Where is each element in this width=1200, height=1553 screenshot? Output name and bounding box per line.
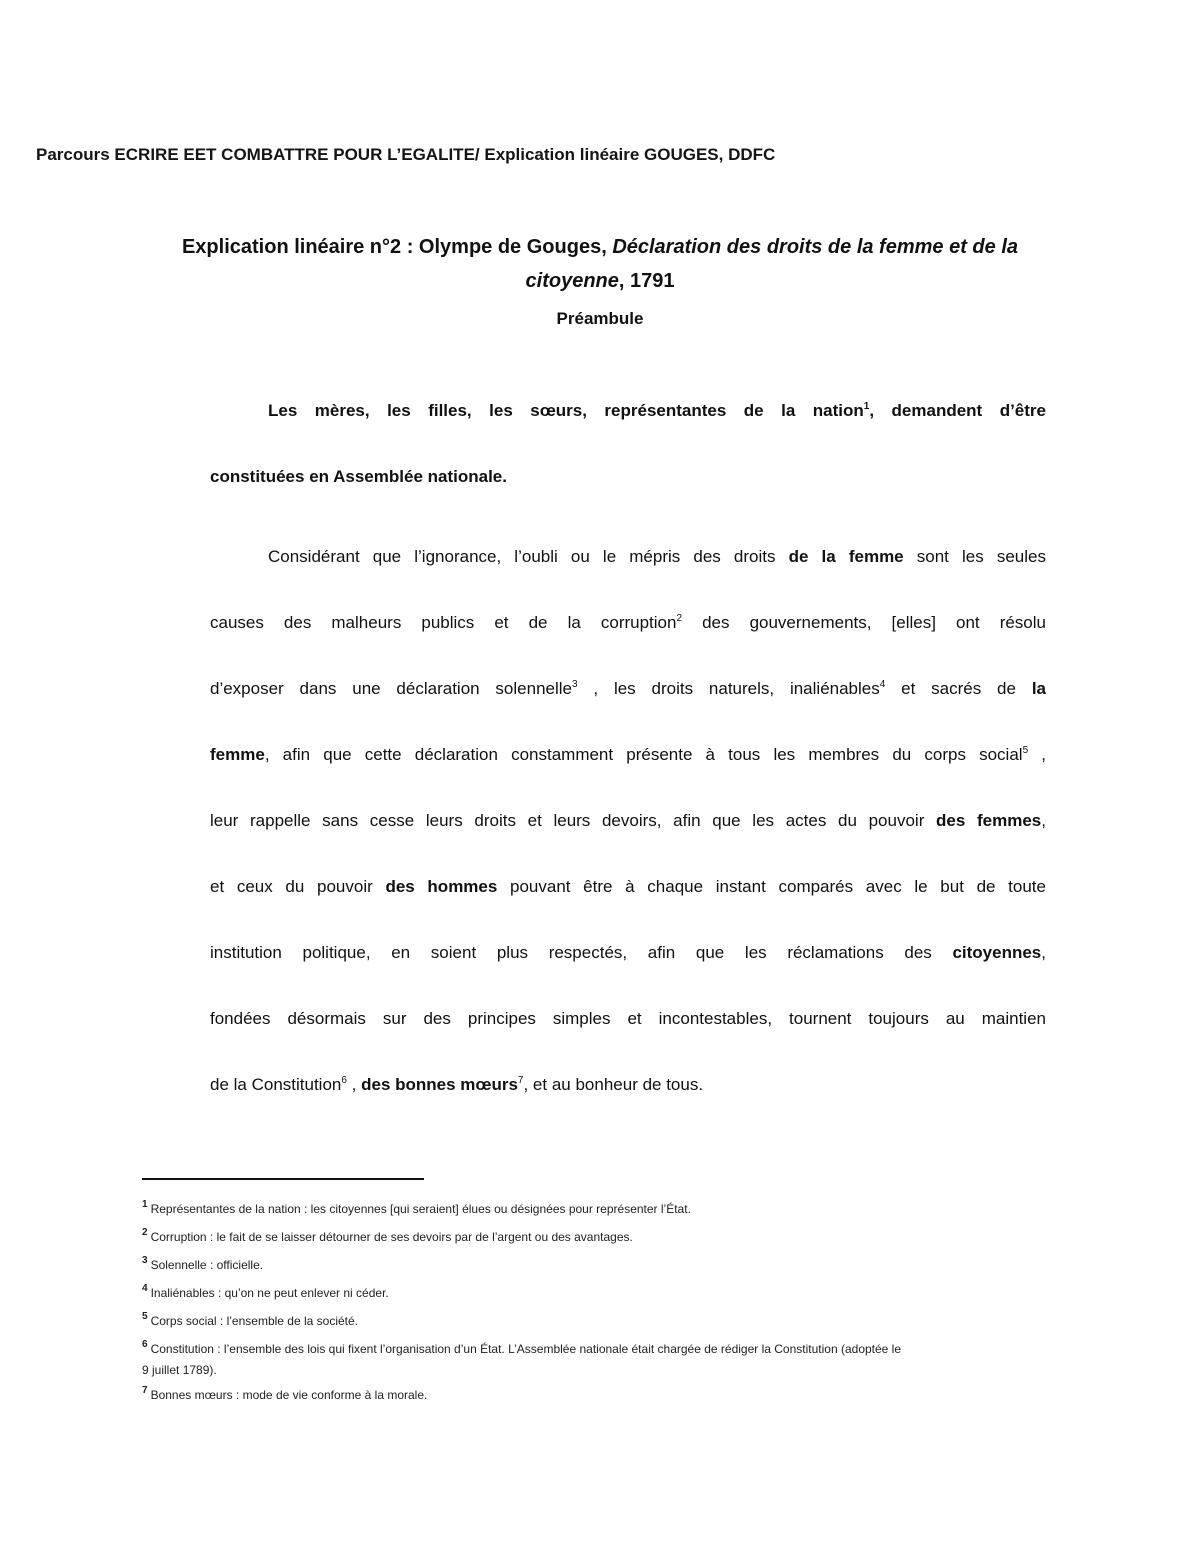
- title-work-part-2: citoyenne: [525, 270, 619, 292]
- footnote-text: Solennelle : officielle.: [150, 1258, 264, 1272]
- footnote-ref-1: 1: [863, 401, 870, 412]
- footnote-5: [142, 1307, 1052, 1335]
- text-span: , demandent d’être: [869, 401, 1046, 420]
- footnote-text: Représentantes de la nation : les citoyennes [qui seraient] élues ou désignées pour représenter l’État.: [150, 1202, 691, 1216]
- footnote-separator: [142, 1178, 424, 1180]
- footnote-ref-6: 6: [341, 1075, 347, 1086]
- text-span: leur rappelle sans cesse leurs droits et leurs devoirs, afin que les actes du pouvoir: [210, 811, 937, 830]
- footnote-2: [142, 1223, 1052, 1251]
- footnote-number: 4: [142, 1283, 148, 1294]
- text-span: , afin que cette déclaration constamment présente à tous les membres du corps social: [264, 745, 1023, 764]
- document-title: [150, 230, 1050, 298]
- footnote-1: [142, 1195, 1052, 1223]
- text-span: pouvant être à chaque instant comparés avec le but de toute: [497, 877, 1046, 896]
- text-span: ,: [1041, 943, 1046, 962]
- text-span: et sacrés de: [885, 679, 1032, 698]
- footnote-4: [142, 1279, 1052, 1307]
- text-span: ,: [1028, 745, 1046, 764]
- text-line: [210, 1071, 1046, 1137]
- footnote-number: 3: [142, 1255, 148, 1266]
- bold-span: des bonnes mœurs: [361, 1075, 518, 1094]
- text-span: ,: [346, 1075, 362, 1094]
- text-line: [210, 807, 1046, 873]
- text-span: sont les seules: [903, 547, 1046, 566]
- text-span: des gouvernements, [elles] ont résolu: [682, 613, 1046, 632]
- title-prefix: Explication linéaire n°2 : Olympe de Gouges,: [181, 236, 613, 258]
- footnote-ref-5: 5: [1022, 745, 1029, 756]
- text-span: et ceux du pouvoir: [210, 877, 386, 896]
- text-span: causes des malheurs publics et de la corruption: [210, 613, 677, 632]
- bold-span: femme: [210, 745, 265, 764]
- text-line: [210, 675, 1046, 741]
- footnote-number: 1: [142, 1199, 148, 1210]
- text-line: [210, 741, 1046, 807]
- footnote-text: Corps social : l’ensemble de la société.: [150, 1314, 358, 1328]
- text-line: [210, 609, 1046, 675]
- text-span: fondées désormais sur des principes simples et incontestables, tournent toujours au maintien: [210, 1009, 1046, 1028]
- document-header: Parcours ECRIRE EET COMBATTRE POUR L’EGALITE/ Explication linéaire GOUGES, DDFC: [36, 145, 776, 164]
- footnote-ref-4: 4: [879, 679, 886, 690]
- bold-span: la: [1031, 679, 1046, 698]
- footnote-text: Inaliénables : qu’on ne peut enlever ni céder.: [150, 1286, 389, 1300]
- text-span: , et au bonheur de tous.: [523, 1075, 704, 1094]
- text-span: Considérant que l’ignorance, l’oubli ou le mépris des droits: [268, 547, 789, 566]
- text-span: de la Constitution: [210, 1075, 342, 1094]
- title-line-2: [150, 264, 1050, 298]
- title-line-1: [150, 230, 1050, 264]
- footnote-text: Constitution : l’ensemble des lois qui fixent l’organisation d’un État. L’Assemblée nationale était chargée de rédiger la Constitution (adoptée le: [150, 1342, 902, 1356]
- text-span: Les mères, les filles, les sœurs, représentantes de la nation: [268, 401, 864, 420]
- paragraph-2: [210, 543, 1046, 1137]
- footnote-ref-2: 2: [676, 613, 683, 624]
- footnote-6-continued: 9 juillet 1789).: [142, 1363, 217, 1377]
- footnote-ref-7: 7: [517, 1075, 524, 1086]
- text-span: ,: [1041, 811, 1046, 830]
- text-line: [210, 1005, 1046, 1071]
- footnote-text: Bonnes mœurs : mode de vie conforme à la morale.: [150, 1388, 428, 1402]
- bold-span: citoyennes: [952, 943, 1042, 962]
- text-span: institution politique, en soient plus respectés, afin que les réclamations des: [210, 943, 953, 962]
- text-line: [210, 397, 1046, 463]
- text-line: [210, 543, 1046, 609]
- text-line: [210, 939, 1046, 1005]
- paragraph-1: [210, 397, 1046, 529]
- footnote-ref-3: 3: [572, 679, 578, 690]
- footnote-number: 5: [142, 1311, 148, 1322]
- footnote-text: Corruption : le fait de se laisser détourner de ses devoirs par de l’argent ou des avantages.: [150, 1230, 633, 1244]
- footnote-3: [142, 1251, 1052, 1279]
- title-year: , 1791: [618, 270, 675, 292]
- text-span: d’exposer dans une déclaration solennelle: [210, 679, 572, 698]
- bold-span: des femmes: [936, 811, 1042, 830]
- text-line: [210, 463, 1046, 529]
- bold-span: de la femme: [788, 547, 904, 566]
- footnote-7: [142, 1381, 1052, 1409]
- title-work-part-1: Déclaration des droits de la femme et de la: [612, 236, 1019, 258]
- footnote-number: 2: [142, 1227, 148, 1238]
- footnotes: [142, 1195, 1052, 1409]
- section-subtitle: Préambule: [556, 309, 644, 328]
- text-span: constituées en Assemblée nationale.: [210, 467, 507, 486]
- text-line: [210, 873, 1046, 939]
- footnote-number: 7: [142, 1385, 148, 1396]
- footnote-number: 6: [142, 1339, 148, 1350]
- text-span: , les droits naturels, inaliénables: [577, 679, 880, 698]
- bold-span: des hommes: [385, 877, 498, 896]
